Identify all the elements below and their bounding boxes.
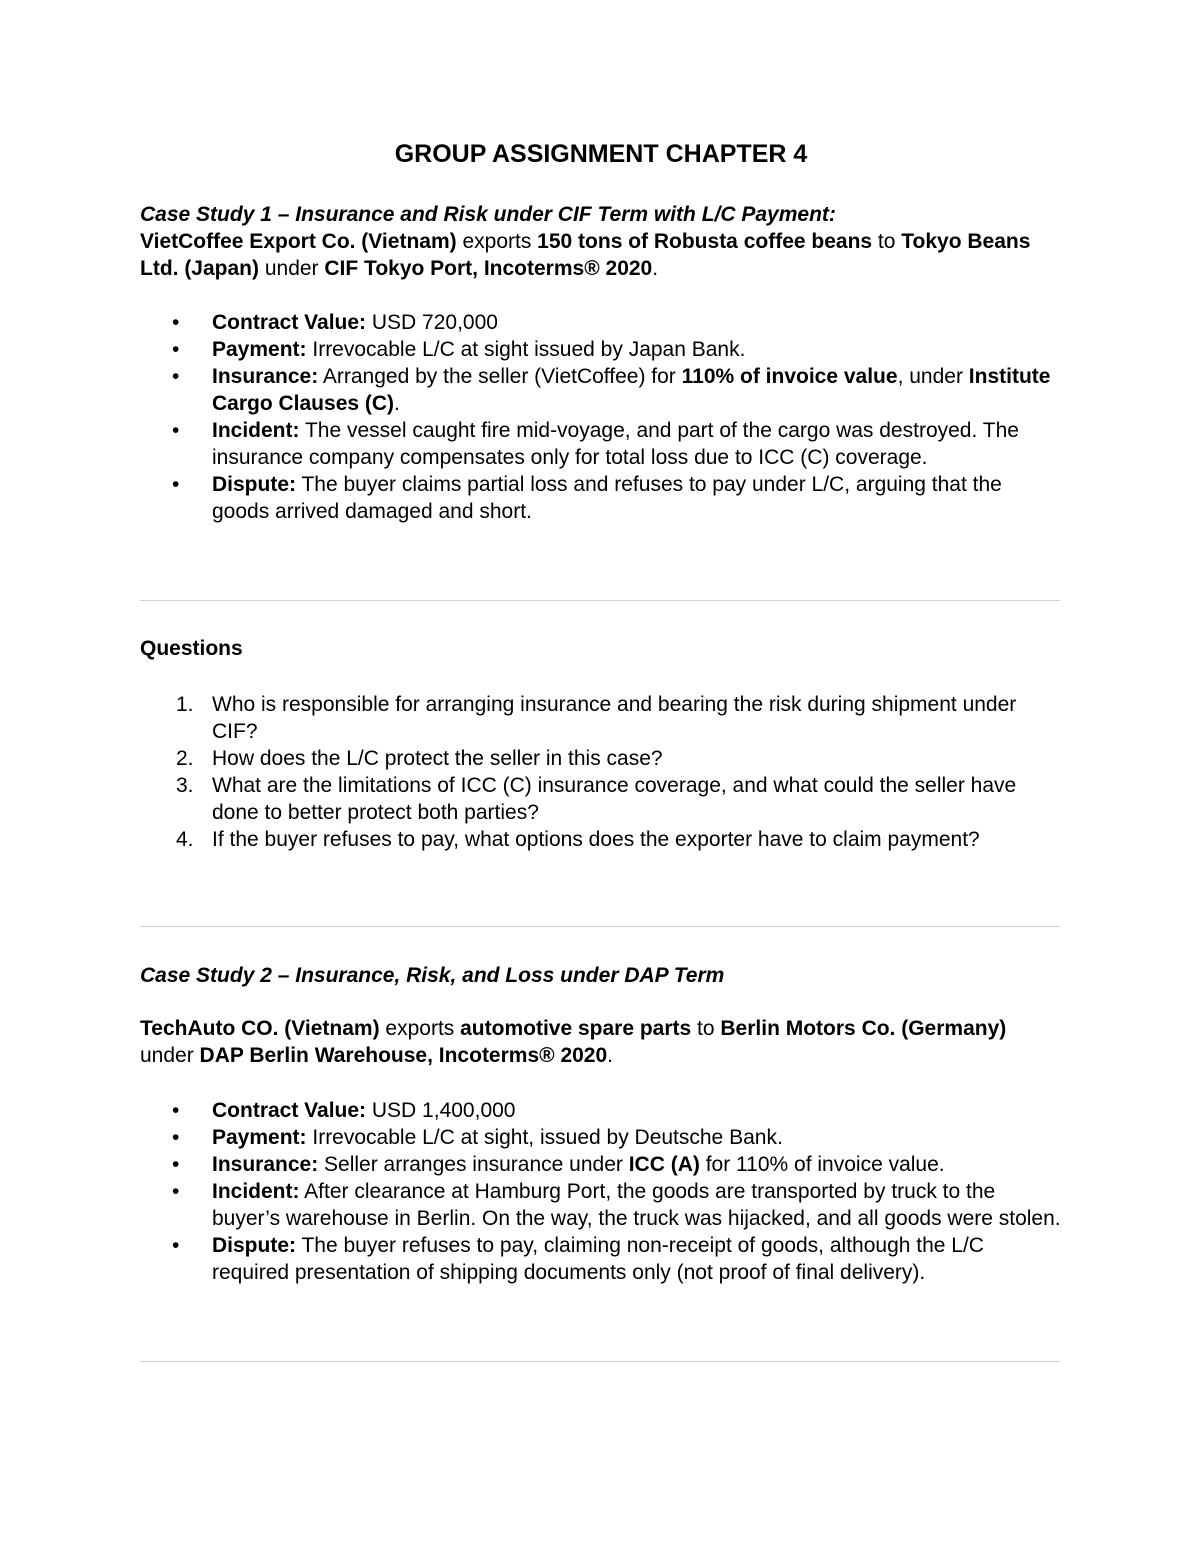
case-study-1-bullet-list	[140, 309, 1062, 525]
question-number: 3.	[176, 774, 194, 797]
bullet-text: Irrevocable L/C at sight, issued by Deutsche Bank.	[306, 1126, 783, 1149]
question-item	[140, 826, 1062, 853]
bullet-emphasis: Institute Cargo Clauses (C)	[212, 365, 1051, 415]
intro-text: .	[607, 1044, 614, 1067]
intro-seller: VietCoffee Export Co. (Vietnam)	[140, 230, 457, 253]
bullet-text: .	[394, 392, 400, 415]
bullet-text: USD 1,400,000	[366, 1099, 516, 1122]
divider	[140, 1361, 1060, 1362]
case-study-2-intro	[140, 1015, 1062, 1069]
question-text: If the buyer refuses to pay, what options does the exporter have to claim payment?	[212, 828, 980, 851]
intro-text: to	[691, 1017, 721, 1040]
intro-text: exports	[379, 1017, 461, 1040]
intro-goods: 150 tons of Robusta coffee beans	[537, 230, 873, 253]
list-item	[140, 417, 1062, 471]
bullet-text: Arranged by the seller (VietCoffee) for	[318, 365, 682, 388]
bullet-text: After clearance at Hamburg Port, the goods are transported by truck to the buyer’s warehouse in Berlin. On the way, the truck was hijacked, and all goods were stolen.	[212, 1180, 1061, 1230]
bullet-emphasis: ICC (A)	[628, 1153, 700, 1176]
case-study-2-heading: Case Study 2 – Insurance, Risk, and Loss under DAP Term	[140, 964, 725, 987]
question-text: How does the L/C protect the seller in this case?	[212, 747, 663, 770]
intro-term: CIF Tokyo Port, Incoterms® 2020	[324, 257, 653, 280]
list-item	[140, 1097, 1062, 1124]
intro-buyer: Berlin Motors Co. (Germany)	[720, 1017, 1007, 1040]
bullet-label: Payment:	[212, 1126, 307, 1149]
list-item	[140, 1124, 1062, 1151]
case-study-1-details	[140, 309, 1062, 525]
question-item	[140, 745, 1062, 772]
list-item	[140, 336, 1062, 363]
intro-text: under	[140, 1044, 200, 1067]
question-item	[140, 772, 1062, 826]
bullet-text: Irrevocable L/C at sight issued by Japan Bank.	[306, 338, 746, 361]
bullet-text: for 110% of invoice value.	[699, 1153, 945, 1176]
bullet-label: Payment:	[212, 338, 307, 361]
case-study-2-bullet-list	[140, 1097, 1062, 1286]
bullet-text: Seller arranges insurance under	[318, 1153, 629, 1176]
bullet-label: Contract Value:	[212, 311, 367, 334]
bullet-text: The vessel caught fire mid-voyage, and part of the cargo was destroyed. The insurance company compensates only for total loss due to ICC (C) coverage.	[212, 419, 1019, 469]
bullet-label: Incident:	[212, 419, 300, 442]
bullet-text: , under	[897, 365, 969, 388]
list-item	[140, 309, 1062, 336]
intro-text: exports	[456, 230, 538, 253]
question-text: What are the limitations of ICC (C) insurance coverage, and what could the seller have done to better protect both parties?	[212, 774, 1017, 824]
bullet-label: Insurance:	[212, 1153, 319, 1176]
bullet-emphasis: 110% of invoice value	[681, 365, 898, 388]
question-item	[140, 691, 1062, 745]
question-number: 2.	[176, 747, 194, 770]
bullet-icon: •	[172, 473, 180, 496]
bullet-label: Dispute:	[212, 1234, 296, 1257]
bullet-text: The buyer refuses to pay, claiming non-receipt of goods, although the L/C required presentation of shipping documents only (not proof of final delivery).	[212, 1234, 984, 1284]
question-text: Who is responsible for arranging insurance and bearing the risk during shipment under CIF?	[212, 693, 1017, 743]
bullet-icon: •	[172, 1180, 180, 1203]
case-study-1-heading: Case Study 1 – Insurance and Risk under CIF Term with L/C Payment:	[140, 203, 836, 226]
bullet-icon: •	[172, 1126, 180, 1149]
intro-buyer: Tokyo Beans Ltd. (Japan)	[140, 230, 1031, 280]
case-study-2	[140, 962, 1062, 989]
questions-list-wrap	[140, 691, 1062, 853]
intro-seller: TechAuto CO. (Vietnam)	[140, 1017, 380, 1040]
document-title: GROUP ASSIGNMENT CHAPTER 4	[394, 140, 808, 168]
intro-goods: automotive spare parts	[460, 1017, 692, 1040]
questions-section	[140, 635, 1062, 662]
divider	[140, 600, 1060, 601]
bullet-icon: •	[172, 1234, 180, 1257]
bullet-icon: •	[172, 365, 180, 388]
intro-text: .	[652, 257, 659, 280]
intro-term: DAP Berlin Warehouse, Incoterms® 2020	[199, 1044, 608, 1067]
intro-text: to	[872, 230, 902, 253]
divider	[140, 926, 1060, 927]
questions-heading: Questions	[140, 637, 243, 660]
list-item	[140, 1178, 1062, 1232]
case-study-2-intro-wrap	[140, 1015, 1062, 1069]
bullet-icon: •	[172, 419, 180, 442]
bullet-icon: •	[172, 338, 180, 361]
list-item	[140, 363, 1062, 417]
bullet-icon: •	[172, 311, 180, 334]
intro-text: under	[259, 257, 325, 280]
list-item	[140, 1151, 1062, 1178]
bullet-text: The buyer claims partial loss and refuses to pay under L/C, arguing that the goods arrived damaged and short.	[212, 473, 1002, 523]
bullet-label: Dispute:	[212, 473, 296, 496]
question-number: 4.	[176, 828, 194, 851]
case-study-1	[140, 201, 1062, 282]
bullet-label: Incident:	[212, 1180, 300, 1203]
list-item	[140, 471, 1062, 525]
list-item	[140, 1232, 1062, 1286]
questions-list	[140, 691, 1062, 853]
bullet-text: USD 720,000	[366, 311, 498, 334]
case-study-2-details	[140, 1097, 1062, 1286]
bullet-icon: •	[172, 1099, 180, 1122]
question-number: 1.	[176, 693, 194, 716]
bullet-label: Contract Value:	[212, 1099, 367, 1122]
bullet-icon: •	[172, 1153, 180, 1176]
bullet-label: Insurance:	[212, 365, 319, 388]
case-study-1-intro	[140, 228, 1062, 282]
